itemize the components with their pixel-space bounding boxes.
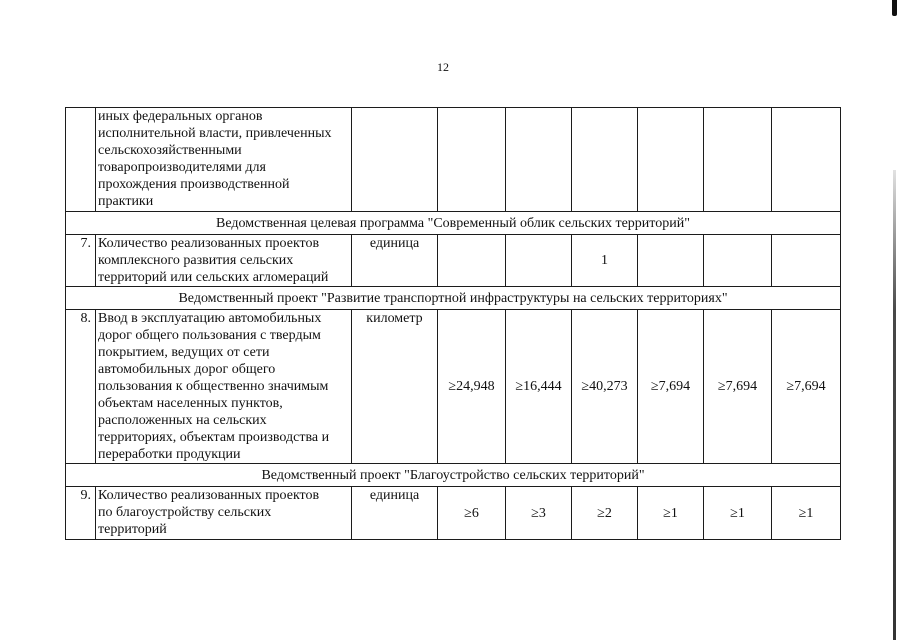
value-cell — [438, 235, 506, 287]
value-cell: ≥1 — [704, 487, 772, 540]
indicator-name-line: расположенных на сельских — [98, 413, 267, 428]
unit-cell: километр — [352, 310, 438, 464]
indicator-name-line: комплексного развития сельских — [98, 253, 294, 268]
row-number-cell: 9. — [66, 487, 96, 540]
indicators-table — [65, 107, 841, 540]
value-cell: ≥1 — [772, 487, 841, 540]
indicator-name-cell — [96, 235, 352, 287]
indicator-name-cell — [96, 487, 352, 540]
table-row — [66, 310, 841, 464]
section-row — [66, 464, 841, 487]
section-heading: Ведомственный проект "Развитие транспортной инфраструктуры на сельских территориях" — [66, 287, 841, 310]
indicator-name-line: пользования к общественно значимым — [98, 379, 329, 394]
value-cell: ≥7,694 — [772, 310, 841, 464]
indicator-name-line: дорог общего пользования с твердым — [98, 328, 321, 343]
indicator-name-line: покрытием, ведущих от сети — [98, 345, 270, 360]
section-row — [66, 212, 841, 235]
value-cell — [772, 235, 841, 287]
indicator-name-line: исполнительной власти, привлеченных — [98, 126, 332, 141]
value-cell: ≥1 — [638, 487, 704, 540]
value-cell: ≥3 — [506, 487, 572, 540]
indicator-name-line: Количество реализованных проектов — [98, 236, 320, 251]
value-cell — [704, 235, 772, 287]
table-row — [66, 108, 841, 212]
indicator-name-line: территорий — [98, 522, 167, 537]
indicator-name-cell — [96, 108, 352, 212]
unit-cell: единица — [352, 235, 438, 287]
indicator-name-line: практики — [98, 194, 154, 209]
unit-cell — [352, 108, 438, 212]
scan-artifact-edge — [893, 170, 896, 640]
value-cell — [638, 235, 704, 287]
indicator-name-line: переработки продукции — [98, 447, 241, 462]
value-cell: ≥7,694 — [704, 310, 772, 464]
row-number-cell: 8. — [66, 310, 96, 464]
indicator-name-line: прохождения производственной — [98, 177, 290, 192]
value-cell — [506, 108, 572, 212]
value-cell: ≥16,444 — [506, 310, 572, 464]
value-cell: ≥7,694 — [638, 310, 704, 464]
indicator-name-line: территориях, объектам производства и — [98, 430, 330, 445]
value-cell — [572, 108, 638, 212]
indicator-name-line: Ввод в эксплуатацию автомобильных — [98, 311, 322, 326]
value-cell — [772, 108, 841, 212]
value-cell: ≥40,273 — [572, 310, 638, 464]
unit-cell: единица — [352, 487, 438, 540]
indicator-name-line: автомобильных дорог общего — [98, 362, 276, 377]
value-cell — [704, 108, 772, 212]
table-row — [66, 235, 841, 287]
value-cell — [438, 108, 506, 212]
indicator-name-line: объектам населенных пунктов, — [98, 396, 283, 411]
value-cell: 1 — [572, 235, 638, 287]
indicator-name-line: территорий или сельских агломераций — [98, 270, 329, 285]
page-number: 12 — [437, 60, 449, 74]
indicator-name-line: товаропроизводителями для — [98, 160, 266, 175]
value-cell: ≥2 — [572, 487, 638, 540]
value-cell: ≥6 — [438, 487, 506, 540]
indicator-name-cell — [96, 310, 352, 464]
table-row — [66, 487, 841, 540]
value-cell — [506, 235, 572, 287]
indicator-name-line: по благоустройству сельских — [98, 505, 272, 520]
indicator-name-line: сельскохозяйственными — [98, 143, 242, 158]
indicator-name-line: иных федеральных органов — [98, 109, 263, 124]
value-cell — [638, 108, 704, 212]
section-row — [66, 287, 841, 310]
section-heading: Ведомственный проект "Благоустройство сельских территорий" — [66, 464, 841, 487]
value-cell: ≥24,948 — [438, 310, 506, 464]
row-number-cell — [66, 108, 96, 212]
section-heading: Ведомственная целевая программа "Современный облик сельских территорий" — [66, 212, 841, 235]
row-number-cell: 7. — [66, 235, 96, 287]
indicator-name-line: Количество реализованных проектов — [98, 488, 320, 503]
scan-artifact-mark — [892, 0, 897, 16]
